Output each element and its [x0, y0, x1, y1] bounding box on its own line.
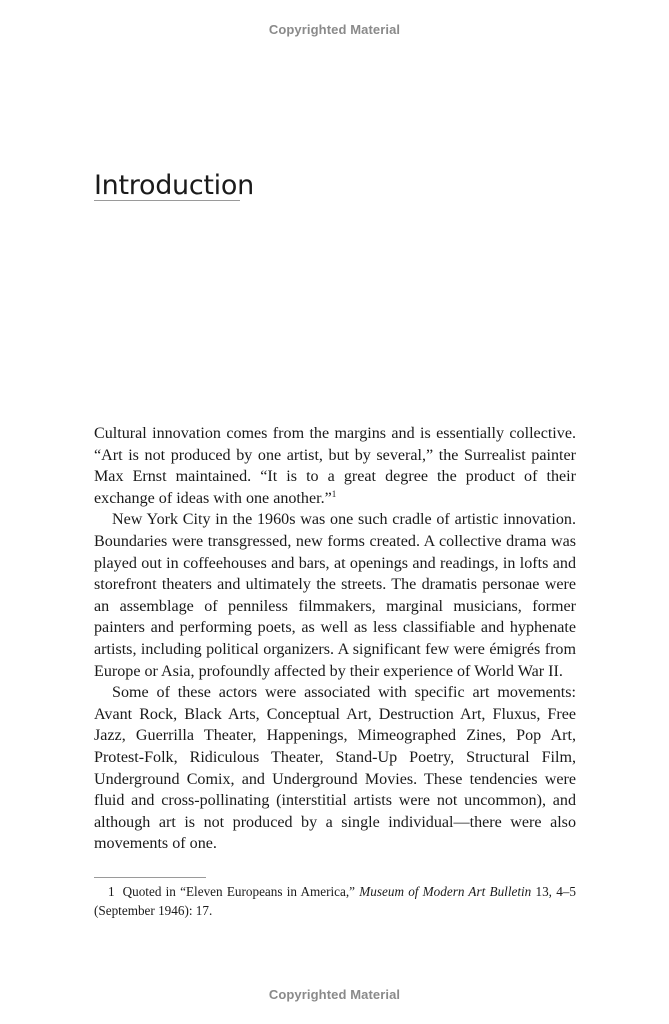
footnote-text-after: 13, 4–5 (September 1946): 17. — [94, 884, 576, 918]
footnote-number: 1 — [108, 884, 115, 899]
chapter-title: Introduction — [94, 170, 254, 202]
footnote-publication-title: Museum of Modern Art Bulletin — [359, 884, 532, 899]
paragraph-1 — [94, 423, 576, 509]
footnote-text-before: Quoted in “Eleven Europeans in America,” — [122, 884, 360, 899]
copyright-watermark-bottom: Copyrighted Material — [268, 987, 401, 1002]
footnote-reference[interactable]: 1 — [331, 488, 337, 499]
copyright-watermark-top: Copyrighted Material — [268, 22, 401, 37]
body-text — [94, 423, 576, 855]
footnote-separator — [94, 877, 206, 878]
footnote — [94, 882, 576, 920]
title-underline-rule — [94, 200, 240, 201]
paragraph-2: New York City in the 1960s was one such cradle of artistic innovation. Boundaries were transgressed, new forms created. A collective drama was played out in coffeehouses and bars, at openings and readings, in lofts and storefront theaters and ultimately the streets. The dramatis personae were an assemblage of penniless filmmakers, marginal musicians, former painters and performing poets, as well as less classifiable and hyphenate artists, including political organizers. A significant few were émigrés from Europe or Asia, profoundly affected by their experience of World War II. — [94, 511, 576, 680]
paragraph-3: Some of these actors were associated with specific art movements: Avant Rock, Black Arts, Conceptual Art, Destruction Art, Fluxus, Free Jazz, Guerrilla Theater, Happenings, Mimeographed Zines, Pop Art, Protest-Folk, Ridiculous Theater, Stand-Up Poetry, Structural Film, Underground Comix, and Underground Movies. These tendencies were fluid and cross-pollinating (interstitial artists were not uncommon), and although art is not produced by a single individual—there were also movements of one. — [94, 684, 576, 853]
paragraph-1-text: Cultural innovation comes from the margins and is essentially collective. “Art is not produced by one artist, but by several,” the Surrealist painter Max Ernst maintained. “It is to a great degree the product of their exchange of ideas with one another.” — [94, 425, 576, 507]
